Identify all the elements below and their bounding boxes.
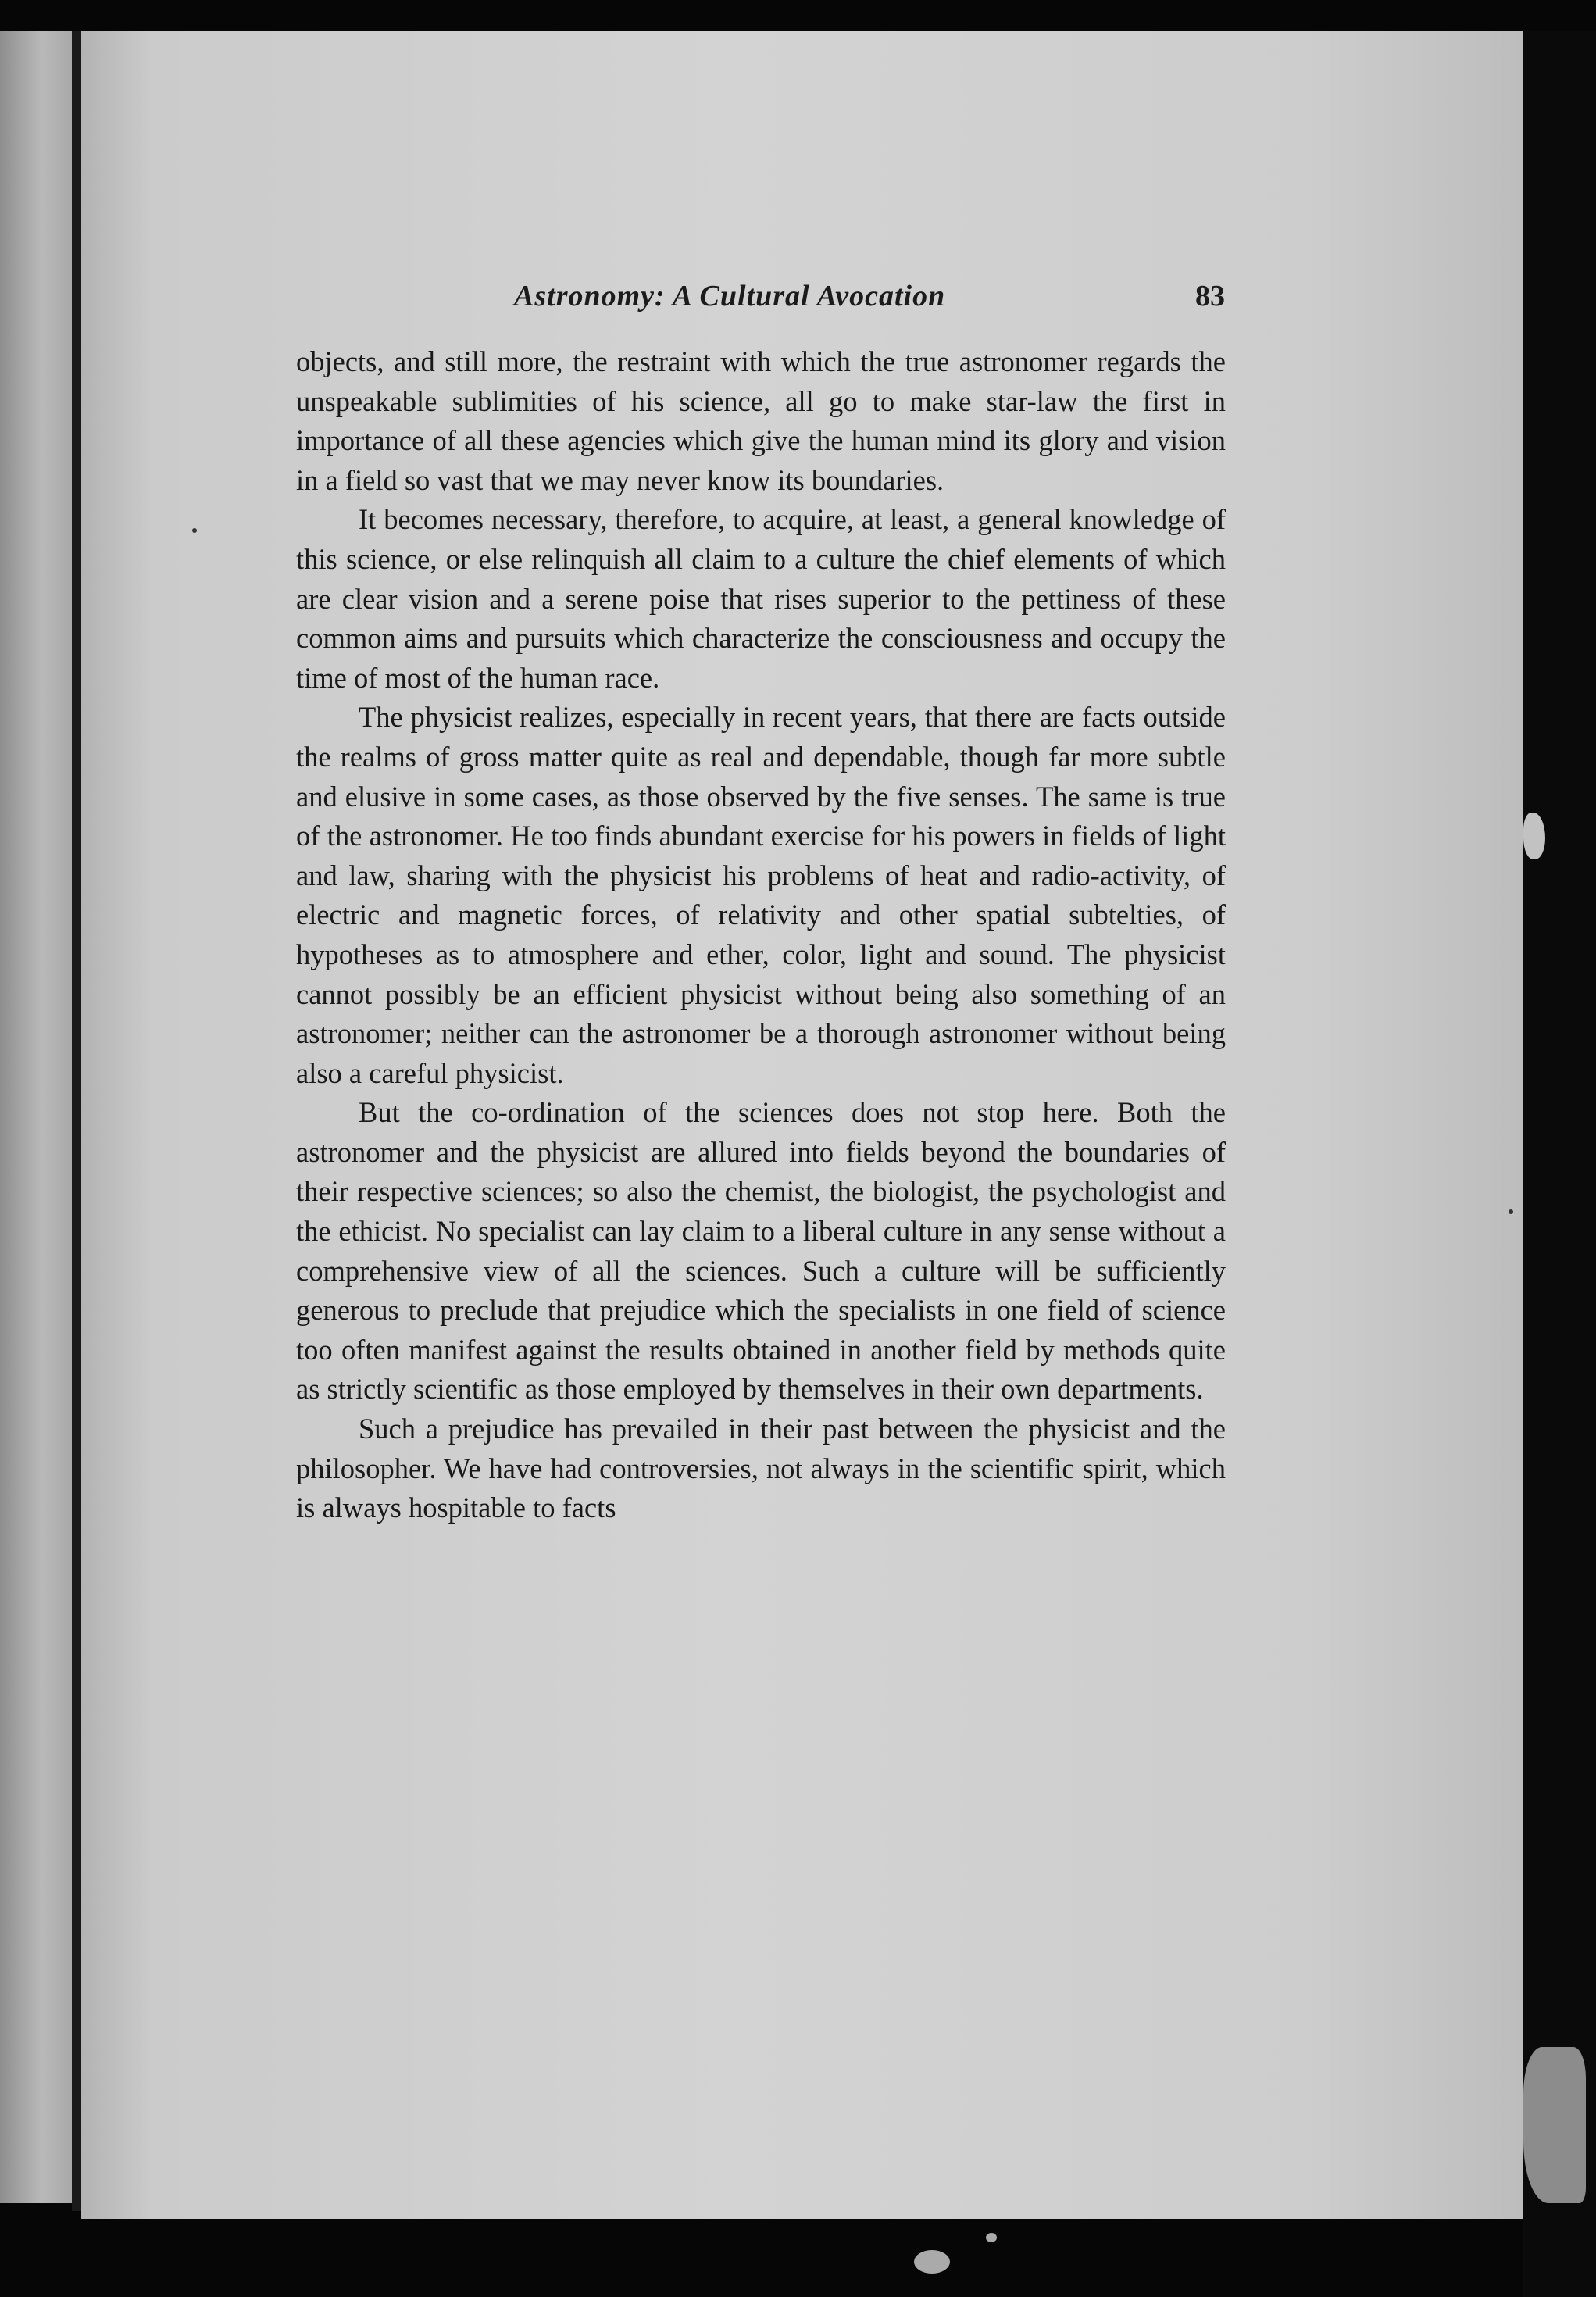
paragraph-3: The physicist realizes, especially in recent years, that there are facts outside the realms of gross matter quite as real and dependable, though far more subtle and elusive in some cases, as those observed by the five senses. The same is true of the astronomer. He too finds abundant exercise for his powers in fields of light and law, sharing with the physicist his problems of heat and radio-activity, of electric and magnetic forces, of relativity and other spatial subtelties, of hypotheses as to atmosphere and ether, color, light and sound. The physicist cannot possibly be an efficient physicist without being also something of an astronomer; neither can the astronomer be a thorough astronomer without being also a careful physicist. [296,701,1226,1089]
page-header [428,279,1225,323]
page-number: 83 [1195,280,1225,313]
scan-speck [1509,1209,1513,1214]
paragraph-5: Such a prejudice has prevailed in their past between the physicist and the philosopher. We have had controversies, not always in the scientific spirit, which is always hospitable to facts [296,1413,1226,1524]
body-text [296,342,1226,1528]
page-gutter [72,31,81,2211]
paragraph-1: objects, and still more, the restraint with which the true astronomer regards the unspeakable sublimities of his science, all go to make star-law the first in importance of all these agencies which give the human mind its glory and vision in a field so vast that we may never know its boundaries. [296,345,1226,496]
page-edge-tear [1523,2047,1586,2203]
scan-smudge [914,2250,950,2274]
scan-speck [192,528,197,533]
paragraph-2: It becomes necessary, therefore, to acquire, at least, a general knowledge of this science, or else relinquish all claim to a culture the chief elements of which are clear vision and a serene poise that rises superior to the pettiness of these common aims and pursuits which characterize the consciousness and occupy the time of most of the human race. [296,503,1226,694]
scan-border-right [1523,31,1596,2297]
scan-smudge [986,2233,997,2242]
running-head: Astronomy: A Cultural Avocation [514,280,946,313]
paragraph-4: But the co-ordination of the sciences does not stop here. Both the astronomer and the physicist are allured into fields beyond the boundaries of their respective sciences; so also the chemist, the biologist, the psychologist and the ethicist. No specialist can lay claim to a liberal culture in any sense without a comprehensive view of all the sciences. Such a culture will be sufficiently generous to preclude that prejudice which the specialists in one field of science too often manifest against the results obtained in another field by methods quite as strictly scientific as those employed by themselves in their own departments. [296,1096,1226,1406]
previous-page-edge [0,31,75,2203]
